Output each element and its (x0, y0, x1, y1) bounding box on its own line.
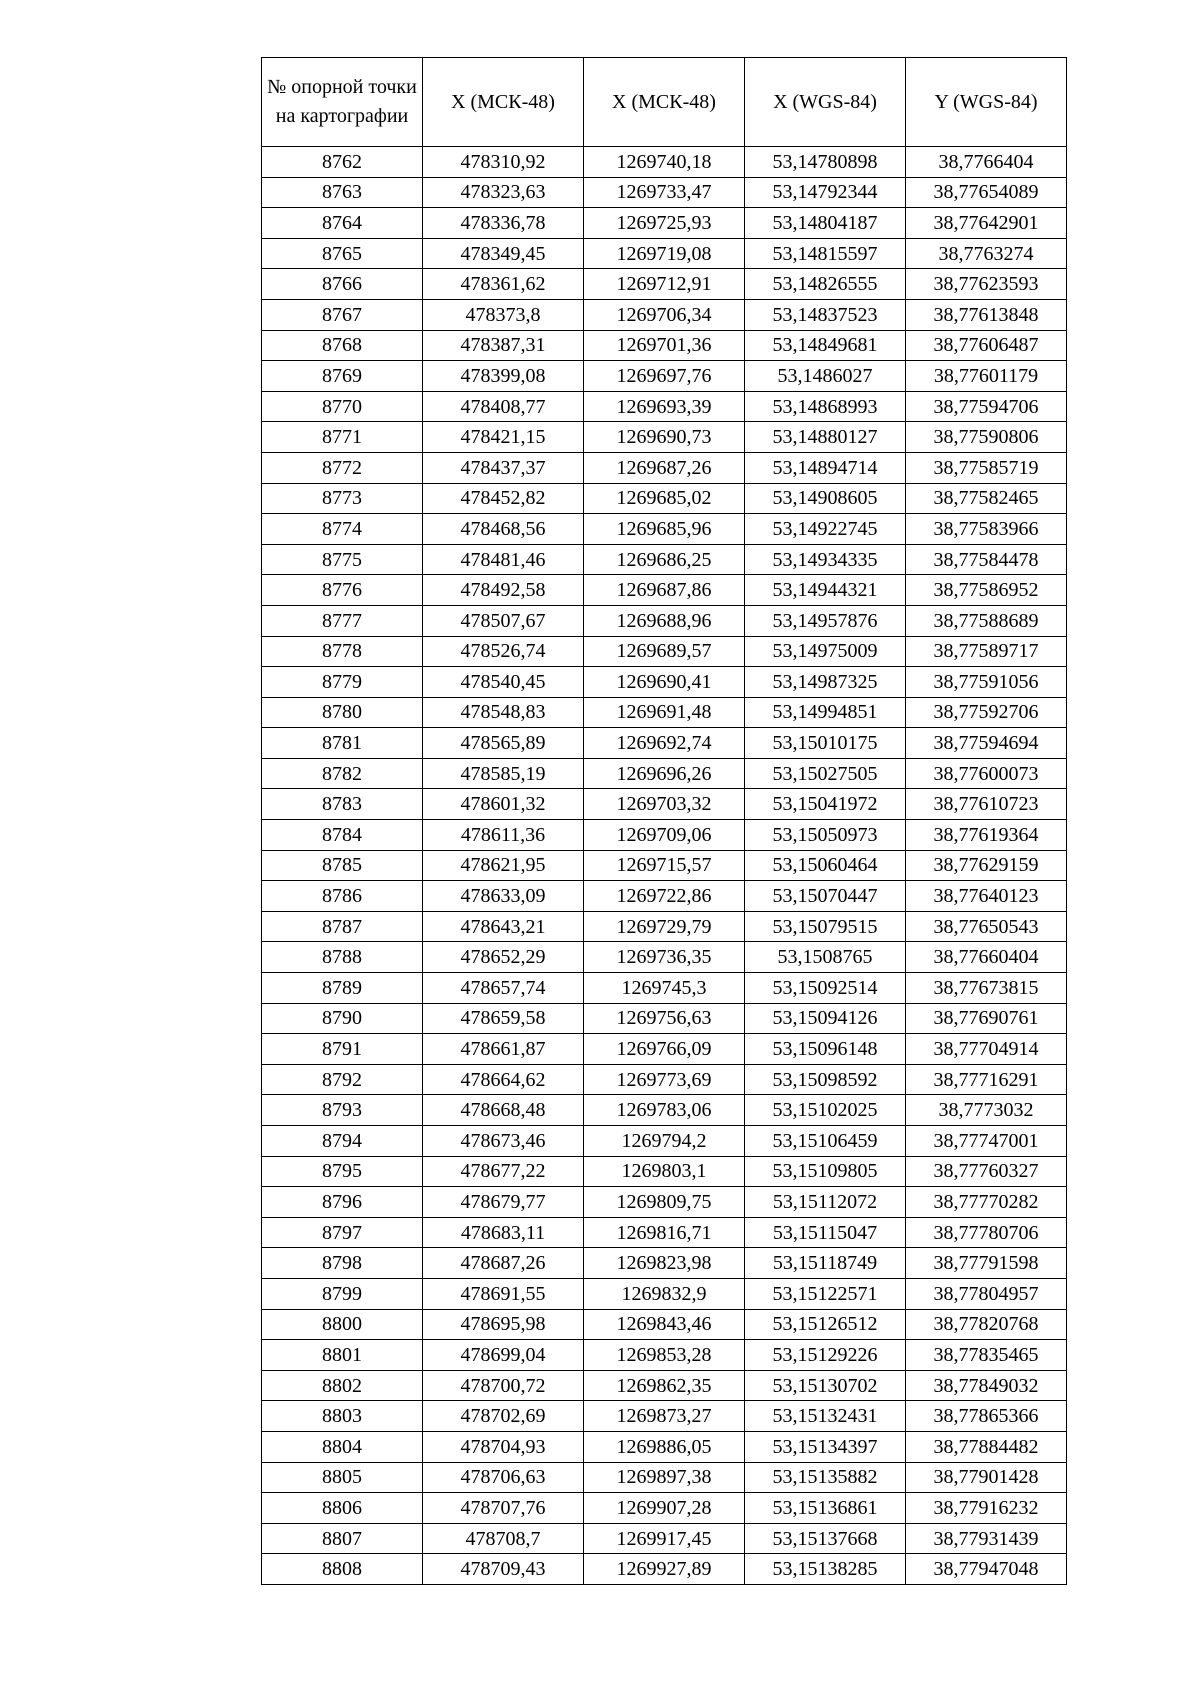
cell-x-wgs84: 53,15118749 (745, 1248, 906, 1279)
cell-x-msk48-2: 1269843,46 (584, 1309, 745, 1340)
cell-x-wgs84: 53,1486027 (745, 361, 906, 392)
cell-x-msk48-2: 1269722,86 (584, 881, 745, 912)
cell-x-msk48: 478452,82 (423, 483, 584, 514)
table-row (262, 483, 1067, 514)
table-header (262, 58, 1067, 147)
cell-x-wgs84: 53,14792344 (745, 177, 906, 208)
cell-point-number: 8800 (262, 1309, 423, 1340)
cell-y-wgs84: 38,7773032 (906, 1095, 1067, 1126)
cell-x-msk48-2: 1269719,08 (584, 238, 745, 269)
table-row (262, 1523, 1067, 1554)
table-row (262, 1248, 1067, 1279)
table-row (262, 942, 1067, 973)
table-body (262, 147, 1067, 1585)
cell-y-wgs84: 38,77884482 (906, 1431, 1067, 1462)
cell-y-wgs84: 38,77690761 (906, 1003, 1067, 1034)
cell-x-msk48-2: 1269740,18 (584, 147, 745, 178)
table-row (262, 1340, 1067, 1371)
cell-point-number: 8776 (262, 575, 423, 606)
header-x-msk48-2: X (МСК-48) (584, 58, 745, 147)
cell-y-wgs84: 38,77594706 (906, 391, 1067, 422)
table-row (262, 1095, 1067, 1126)
cell-x-msk48: 478683,11 (423, 1217, 584, 1248)
cell-point-number: 8773 (262, 483, 423, 514)
cell-y-wgs84: 38,77640123 (906, 881, 1067, 912)
cell-x-msk48: 478408,77 (423, 391, 584, 422)
cell-y-wgs84: 38,77820768 (906, 1309, 1067, 1340)
cell-point-number: 8793 (262, 1095, 423, 1126)
table-row (262, 1370, 1067, 1401)
table-row (262, 636, 1067, 667)
cell-point-number: 8765 (262, 238, 423, 269)
table-row (262, 789, 1067, 820)
cell-y-wgs84: 38,77770282 (906, 1187, 1067, 1218)
cell-x-msk48: 478468,56 (423, 514, 584, 545)
cell-y-wgs84: 38,77589717 (906, 636, 1067, 667)
table-row (262, 1064, 1067, 1095)
cell-y-wgs84: 38,77780706 (906, 1217, 1067, 1248)
table-row (262, 1554, 1067, 1585)
cell-point-number: 8801 (262, 1340, 423, 1371)
table-row (262, 973, 1067, 1004)
table-row (262, 820, 1067, 851)
cell-x-wgs84: 53,14894714 (745, 452, 906, 483)
cell-y-wgs84: 38,77623593 (906, 269, 1067, 300)
table-row (262, 1309, 1067, 1340)
cell-x-msk48: 478373,8 (423, 299, 584, 330)
cell-x-msk48: 478481,46 (423, 544, 584, 575)
table-row (262, 269, 1067, 300)
cell-y-wgs84: 38,77654089 (906, 177, 1067, 208)
cell-x-msk48-2: 1269701,36 (584, 330, 745, 361)
cell-x-msk48: 478349,45 (423, 238, 584, 269)
cell-x-wgs84: 53,14837523 (745, 299, 906, 330)
cell-x-wgs84: 53,15134397 (745, 1431, 906, 1462)
cell-x-msk48: 478548,83 (423, 697, 584, 728)
cell-x-msk48-2: 1269709,06 (584, 820, 745, 851)
cell-x-wgs84: 53,14957876 (745, 605, 906, 636)
cell-point-number: 8792 (262, 1064, 423, 1095)
table-row (262, 667, 1067, 698)
cell-point-number: 8808 (262, 1554, 423, 1585)
table-row (262, 697, 1067, 728)
table-row (262, 1431, 1067, 1462)
cell-x-msk48: 478664,62 (423, 1064, 584, 1095)
cell-point-number: 8781 (262, 728, 423, 759)
header-point-number: № опорной точки на картографии (262, 58, 423, 147)
cell-x-msk48-2: 1269816,71 (584, 1217, 745, 1248)
cell-x-msk48-2: 1269736,35 (584, 942, 745, 973)
table-row (262, 514, 1067, 545)
cell-x-msk48-2: 1269809,75 (584, 1187, 745, 1218)
cell-x-msk48: 478707,76 (423, 1493, 584, 1524)
cell-point-number: 8803 (262, 1401, 423, 1432)
table-row (262, 147, 1067, 178)
cell-y-wgs84: 38,77584478 (906, 544, 1067, 575)
cell-x-wgs84: 53,15050973 (745, 820, 906, 851)
cell-x-msk48: 478310,92 (423, 147, 584, 178)
cell-x-msk48-2: 1269687,86 (584, 575, 745, 606)
cell-x-msk48: 478708,7 (423, 1523, 584, 1554)
table-row (262, 1493, 1067, 1524)
cell-x-msk48-2: 1269686,25 (584, 544, 745, 575)
cell-x-wgs84: 53,15106459 (745, 1126, 906, 1157)
cell-x-wgs84: 53,15102025 (745, 1095, 906, 1126)
cell-y-wgs84: 38,77606487 (906, 330, 1067, 361)
cell-x-wgs84: 53,1508765 (745, 942, 906, 973)
cell-point-number: 8763 (262, 177, 423, 208)
cell-point-number: 8798 (262, 1248, 423, 1279)
cell-y-wgs84: 38,77660404 (906, 942, 1067, 973)
cell-x-msk48: 478492,58 (423, 575, 584, 606)
cell-y-wgs84: 38,77594694 (906, 728, 1067, 759)
table-row (262, 1462, 1067, 1493)
cell-x-wgs84: 53,15130702 (745, 1370, 906, 1401)
cell-x-msk48: 478387,31 (423, 330, 584, 361)
cell-x-msk48: 478659,58 (423, 1003, 584, 1034)
table-row (262, 1278, 1067, 1309)
cell-x-msk48-2: 1269927,89 (584, 1554, 745, 1585)
cell-x-wgs84: 53,15136861 (745, 1493, 906, 1524)
cell-x-msk48-2: 1269794,2 (584, 1126, 745, 1157)
cell-y-wgs84: 38,77590806 (906, 422, 1067, 453)
table-row (262, 1401, 1067, 1432)
cell-x-msk48: 478706,63 (423, 1462, 584, 1493)
cell-y-wgs84: 38,7763274 (906, 238, 1067, 269)
cell-point-number: 8778 (262, 636, 423, 667)
cell-x-wgs84: 53,15135882 (745, 1462, 906, 1493)
cell-x-msk48: 478526,74 (423, 636, 584, 667)
cell-x-msk48: 478700,72 (423, 1370, 584, 1401)
cell-x-wgs84: 53,14804187 (745, 208, 906, 239)
cell-x-msk48-2: 1269706,34 (584, 299, 745, 330)
cell-x-msk48: 478323,63 (423, 177, 584, 208)
cell-y-wgs84: 38,77650543 (906, 911, 1067, 942)
cell-x-wgs84: 53,15060464 (745, 850, 906, 881)
table-row (262, 208, 1067, 239)
cell-x-wgs84: 53,15070447 (745, 881, 906, 912)
cell-point-number: 8787 (262, 911, 423, 942)
table-row (262, 1156, 1067, 1187)
cell-point-number: 8777 (262, 605, 423, 636)
cell-y-wgs84: 38,77673815 (906, 973, 1067, 1004)
cell-point-number: 8779 (262, 667, 423, 698)
table-row (262, 1126, 1067, 1157)
header-x-wgs84: X (WGS-84) (745, 58, 906, 147)
cell-x-msk48-2: 1269886,05 (584, 1431, 745, 1462)
cell-y-wgs84: 38,77610723 (906, 789, 1067, 820)
cell-point-number: 8770 (262, 391, 423, 422)
cell-x-wgs84: 53,14826555 (745, 269, 906, 300)
header-x-msk48: X (МСК-48) (423, 58, 584, 147)
cell-x-wgs84: 53,14944321 (745, 575, 906, 606)
cell-point-number: 8797 (262, 1217, 423, 1248)
cell-y-wgs84: 38,77931439 (906, 1523, 1067, 1554)
table-row (262, 881, 1067, 912)
cell-point-number: 8772 (262, 452, 423, 483)
cell-x-msk48-2: 1269712,91 (584, 269, 745, 300)
cell-x-msk48: 478679,77 (423, 1187, 584, 1218)
cell-x-wgs84: 53,14975009 (745, 636, 906, 667)
cell-y-wgs84: 38,7766404 (906, 147, 1067, 178)
coordinates-table (261, 57, 1067, 1585)
cell-x-msk48: 478677,22 (423, 1156, 584, 1187)
cell-y-wgs84: 38,77629159 (906, 850, 1067, 881)
cell-x-wgs84: 53,14780898 (745, 147, 906, 178)
cell-y-wgs84: 38,77642901 (906, 208, 1067, 239)
cell-y-wgs84: 38,77791598 (906, 1248, 1067, 1279)
cell-point-number: 8783 (262, 789, 423, 820)
cell-x-msk48-2: 1269691,48 (584, 697, 745, 728)
cell-y-wgs84: 38,77585719 (906, 452, 1067, 483)
cell-x-msk48: 478336,78 (423, 208, 584, 239)
cell-point-number: 8804 (262, 1431, 423, 1462)
header-y-wgs84: Y (WGS-84) (906, 58, 1067, 147)
cell-point-number: 8799 (262, 1278, 423, 1309)
table-row (262, 361, 1067, 392)
cell-point-number: 8789 (262, 973, 423, 1004)
cell-x-msk48: 478540,45 (423, 667, 584, 698)
cell-x-msk48: 478611,36 (423, 820, 584, 851)
cell-point-number: 8791 (262, 1034, 423, 1065)
cell-x-wgs84: 53,15094126 (745, 1003, 906, 1034)
cell-y-wgs84: 38,77760327 (906, 1156, 1067, 1187)
cell-y-wgs84: 38,77619364 (906, 820, 1067, 851)
cell-point-number: 8764 (262, 208, 423, 239)
cell-point-number: 8806 (262, 1493, 423, 1524)
cell-x-msk48: 478673,46 (423, 1126, 584, 1157)
cell-x-msk48-2: 1269917,45 (584, 1523, 745, 1554)
cell-x-wgs84: 53,14994851 (745, 697, 906, 728)
cell-x-msk48-2: 1269687,26 (584, 452, 745, 483)
cell-y-wgs84: 38,77835465 (906, 1340, 1067, 1371)
cell-x-wgs84: 53,15132431 (745, 1401, 906, 1432)
cell-x-wgs84: 53,15129226 (745, 1340, 906, 1371)
table-row (262, 911, 1067, 942)
cell-x-msk48: 478702,69 (423, 1401, 584, 1432)
cell-y-wgs84: 38,77865366 (906, 1401, 1067, 1432)
cell-point-number: 8805 (262, 1462, 423, 1493)
cell-x-msk48: 478661,87 (423, 1034, 584, 1065)
cell-point-number: 8785 (262, 850, 423, 881)
cell-y-wgs84: 38,77586952 (906, 575, 1067, 606)
cell-x-msk48: 478621,95 (423, 850, 584, 881)
cell-x-msk48-2: 1269897,38 (584, 1462, 745, 1493)
cell-point-number: 8794 (262, 1126, 423, 1157)
cell-x-msk48-2: 1269853,28 (584, 1340, 745, 1371)
cell-x-wgs84: 53,15027505 (745, 758, 906, 789)
cell-y-wgs84: 38,77592706 (906, 697, 1067, 728)
cell-x-wgs84: 53,14908605 (745, 483, 906, 514)
cell-point-number: 8780 (262, 697, 423, 728)
cell-point-number: 8771 (262, 422, 423, 453)
cell-x-msk48-2: 1269873,27 (584, 1401, 745, 1432)
cell-x-msk48-2: 1269688,96 (584, 605, 745, 636)
cell-x-msk48-2: 1269725,93 (584, 208, 745, 239)
cell-point-number: 8807 (262, 1523, 423, 1554)
cell-y-wgs84: 38,77716291 (906, 1064, 1067, 1095)
cell-x-msk48: 478399,08 (423, 361, 584, 392)
cell-x-msk48-2: 1269773,69 (584, 1064, 745, 1095)
table-row (262, 1187, 1067, 1218)
cell-point-number: 8767 (262, 299, 423, 330)
table-row (262, 422, 1067, 453)
cell-x-msk48: 478691,55 (423, 1278, 584, 1309)
cell-point-number: 8774 (262, 514, 423, 545)
cell-point-number: 8782 (262, 758, 423, 789)
table-row (262, 605, 1067, 636)
cell-x-msk48-2: 1269832,9 (584, 1278, 745, 1309)
cell-point-number: 8790 (262, 1003, 423, 1034)
cell-x-wgs84: 53,15126512 (745, 1309, 906, 1340)
cell-point-number: 8762 (262, 147, 423, 178)
cell-point-number: 8784 (262, 820, 423, 851)
cell-x-wgs84: 53,14922745 (745, 514, 906, 545)
cell-y-wgs84: 38,77849032 (906, 1370, 1067, 1401)
cell-y-wgs84: 38,77901428 (906, 1462, 1067, 1493)
table-row (262, 238, 1067, 269)
cell-x-msk48-2: 1269729,79 (584, 911, 745, 942)
cell-x-msk48: 478652,29 (423, 942, 584, 973)
cell-x-wgs84: 53,15109805 (745, 1156, 906, 1187)
cell-x-wgs84: 53,15041972 (745, 789, 906, 820)
table-row (262, 330, 1067, 361)
cell-point-number: 8768 (262, 330, 423, 361)
cell-x-msk48-2: 1269696,26 (584, 758, 745, 789)
cell-x-msk48: 478633,09 (423, 881, 584, 912)
table-row (262, 575, 1067, 606)
cell-x-wgs84: 53,14868993 (745, 391, 906, 422)
cell-x-msk48: 478668,48 (423, 1095, 584, 1126)
table-row (262, 299, 1067, 330)
cell-y-wgs84: 38,77804957 (906, 1278, 1067, 1309)
table-row (262, 1034, 1067, 1065)
cell-x-msk48: 478643,21 (423, 911, 584, 942)
cell-x-wgs84: 53,15122571 (745, 1278, 906, 1309)
cell-x-msk48-2: 1269745,3 (584, 973, 745, 1004)
cell-y-wgs84: 38,77588689 (906, 605, 1067, 636)
header-row (262, 58, 1067, 147)
cell-x-msk48: 478361,62 (423, 269, 584, 300)
cell-x-msk48-2: 1269823,98 (584, 1248, 745, 1279)
cell-x-msk48-2: 1269756,63 (584, 1003, 745, 1034)
cell-x-msk48: 478709,43 (423, 1554, 584, 1585)
cell-x-msk48: 478695,98 (423, 1309, 584, 1340)
cell-x-msk48-2: 1269703,32 (584, 789, 745, 820)
cell-point-number: 8788 (262, 942, 423, 973)
cell-x-wgs84: 53,14815597 (745, 238, 906, 269)
cell-x-msk48: 478657,74 (423, 973, 584, 1004)
cell-x-wgs84: 53,15098592 (745, 1064, 906, 1095)
cell-point-number: 8769 (262, 361, 423, 392)
cell-x-wgs84: 53,15115047 (745, 1217, 906, 1248)
cell-point-number: 8775 (262, 544, 423, 575)
cell-x-msk48-2: 1269733,47 (584, 177, 745, 208)
cell-x-wgs84: 53,14849681 (745, 330, 906, 361)
table-row (262, 391, 1067, 422)
cell-x-msk48-2: 1269689,57 (584, 636, 745, 667)
cell-x-msk48-2: 1269685,02 (584, 483, 745, 514)
table-row (262, 544, 1067, 575)
cell-point-number: 8802 (262, 1370, 423, 1401)
cell-y-wgs84: 38,77600073 (906, 758, 1067, 789)
cell-x-msk48: 478507,67 (423, 605, 584, 636)
cell-x-msk48: 478687,26 (423, 1248, 584, 1279)
cell-x-msk48-2: 1269690,41 (584, 667, 745, 698)
cell-x-wgs84: 53,15112072 (745, 1187, 906, 1218)
cell-x-msk48: 478704,93 (423, 1431, 584, 1462)
cell-y-wgs84: 38,77582465 (906, 483, 1067, 514)
cell-x-msk48: 478437,37 (423, 452, 584, 483)
cell-point-number: 8795 (262, 1156, 423, 1187)
cell-x-msk48-2: 1269715,57 (584, 850, 745, 881)
cell-x-msk48-2: 1269766,09 (584, 1034, 745, 1065)
cell-point-number: 8796 (262, 1187, 423, 1218)
cell-x-msk48: 478585,19 (423, 758, 584, 789)
cell-x-msk48-2: 1269862,35 (584, 1370, 745, 1401)
cell-y-wgs84: 38,77747001 (906, 1126, 1067, 1157)
cell-x-wgs84: 53,15010175 (745, 728, 906, 759)
table-row (262, 728, 1067, 759)
cell-x-wgs84: 53,15137668 (745, 1523, 906, 1554)
table-row (262, 758, 1067, 789)
cell-x-wgs84: 53,14934335 (745, 544, 906, 575)
table-row (262, 177, 1067, 208)
cell-x-wgs84: 53,15096148 (745, 1034, 906, 1065)
cell-x-wgs84: 53,14880127 (745, 422, 906, 453)
cell-x-msk48-2: 1269692,74 (584, 728, 745, 759)
cell-x-msk48-2: 1269685,96 (584, 514, 745, 545)
cell-x-msk48-2: 1269697,76 (584, 361, 745, 392)
cell-point-number: 8766 (262, 269, 423, 300)
cell-x-wgs84: 53,15092514 (745, 973, 906, 1004)
cell-y-wgs84: 38,77583966 (906, 514, 1067, 545)
cell-y-wgs84: 38,77591056 (906, 667, 1067, 698)
cell-y-wgs84: 38,77704914 (906, 1034, 1067, 1065)
cell-x-msk48-2: 1269693,39 (584, 391, 745, 422)
cell-y-wgs84: 38,77601179 (906, 361, 1067, 392)
cell-point-number: 8786 (262, 881, 423, 912)
cell-x-msk48-2: 1269907,28 (584, 1493, 745, 1524)
cell-x-msk48: 478421,15 (423, 422, 584, 453)
cell-y-wgs84: 38,77916232 (906, 1493, 1067, 1524)
cell-x-wgs84: 53,14987325 (745, 667, 906, 698)
cell-y-wgs84: 38,77947048 (906, 1554, 1067, 1585)
table-row (262, 1217, 1067, 1248)
cell-x-msk48-2: 1269803,1 (584, 1156, 745, 1187)
cell-y-wgs84: 38,77613848 (906, 299, 1067, 330)
cell-x-msk48-2: 1269690,73 (584, 422, 745, 453)
cell-x-msk48: 478565,89 (423, 728, 584, 759)
cell-x-wgs84: 53,15138285 (745, 1554, 906, 1585)
table-row (262, 850, 1067, 881)
cell-x-msk48: 478699,04 (423, 1340, 584, 1371)
cell-x-msk48: 478601,32 (423, 789, 584, 820)
cell-x-wgs84: 53,15079515 (745, 911, 906, 942)
table-row (262, 452, 1067, 483)
cell-x-msk48-2: 1269783,06 (584, 1095, 745, 1126)
table-row (262, 1003, 1067, 1034)
